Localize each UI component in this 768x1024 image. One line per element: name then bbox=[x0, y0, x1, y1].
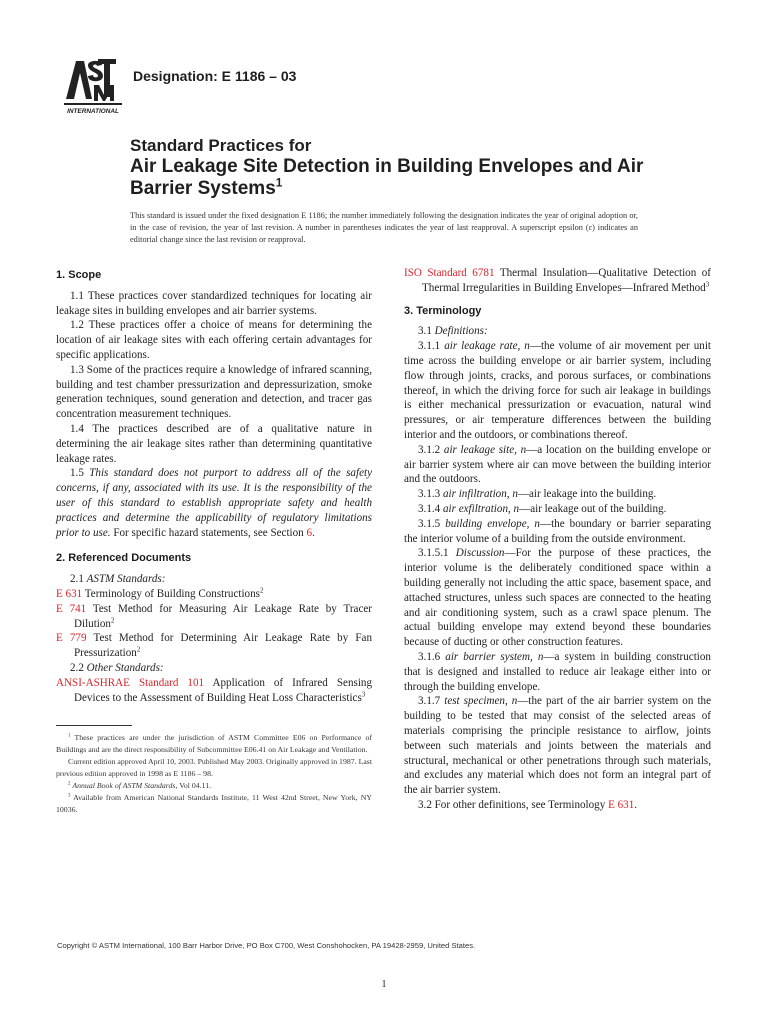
def-air-leakage-rate: —the volume of air movement per unit time across the building envelope or air barrier system, including flow through joints, cracks, and porous surfaces, or combinations thereof, in which the driving force for such air leakage in buildings is either mechanical pressurization or evacuation, natural wind pressures, or air temperature differences between the building interior and the outdoors, or combinations thereof. bbox=[404, 340, 712, 441]
document-title bbox=[130, 156, 690, 200]
designation: Designation: E 1186 – 03 bbox=[133, 68, 297, 84]
other-standards-text: Other Standards: bbox=[86, 661, 164, 674]
iso-link[interactable]: ISO Standard 6781 bbox=[404, 267, 495, 279]
ref-e779 bbox=[56, 631, 372, 661]
para-3-1 bbox=[404, 324, 711, 339]
term-test-specimen: test specimen, n bbox=[444, 695, 518, 708]
para-3-1-5-num: 3.1.5 bbox=[418, 517, 441, 530]
e741-link[interactable]: E 741 bbox=[56, 602, 87, 615]
section-heading-refdocs: 2. Referenced Documents bbox=[56, 552, 192, 565]
ref-e741 bbox=[56, 602, 372, 632]
definitions-label: Definitions: bbox=[434, 325, 488, 338]
iso-fn-ref[interactable]: 3 bbox=[705, 281, 710, 289]
astm-standards-label bbox=[56, 572, 372, 587]
para-3-1-7-num: 3.1.7 bbox=[418, 695, 441, 708]
ansi-fn-ref[interactable]: 3 bbox=[361, 690, 366, 698]
other-standards-label bbox=[56, 661, 372, 676]
ansi-link[interactable]: ANSI-ASHRAE Standard 101 bbox=[56, 676, 205, 689]
def-building-envelope: —the boundary or barrier separating the interior volume of a building from the outside environment. bbox=[404, 517, 711, 545]
ref-e631 bbox=[56, 587, 372, 602]
e779-link[interactable]: E 779 bbox=[56, 632, 87, 645]
para-3-2-text: 3.2 For other definitions, see Terminology bbox=[418, 798, 606, 811]
other-standards-num: 2.2 bbox=[70, 661, 84, 674]
discussion-text: —For the purpose of these practices, the interior volume is the deliberately conditioned space within a building generally not including the attic space, basement space, and attached structures, unless such spaces are connected to the heating and air conditioning system, such as a crawl space plenum. The actual building envelope may extend beyond these boundaries because of ducting or other construction features. bbox=[404, 547, 711, 649]
para-1-1: 1.1 These practices cover standardized techniques for locating air leakage sites in building envelopes and air barrier systems. bbox=[56, 289, 372, 317]
para-1-2: 1.2 These practices offer a choice of means for determining the location of air leakage sites with each offering certain advantages for specific applications. bbox=[56, 319, 372, 361]
para-3-1-2-num: 3.1.2 bbox=[418, 443, 441, 456]
para-1-3: 1.3 Some of the practices require a knowledge of infrared scanning, building and test chamber pressurization and depressurization, smoke generation techniques, sound generation and detection, and tracer gas concentration measurement techniques. bbox=[56, 363, 372, 421]
ref-ansi bbox=[56, 676, 372, 706]
para-3-1-5-1 bbox=[404, 546, 711, 650]
para-3-1-3-num: 3.1.3 bbox=[418, 488, 441, 501]
astm-standards-num: 2.1 bbox=[70, 573, 84, 586]
term-building-envelope: building envelope, n bbox=[445, 517, 540, 530]
safety-caveat: This standard does not purport to address all of the safety concerns, if any, associated with its use. It is the responsibility of the user of this standard to establish appropriate safety and health practices and determine the applicability of regulatory limitations prior to use. bbox=[56, 467, 372, 539]
e779-title: Test Method for Determining Air Leakage Rate by Fan Pressurization bbox=[74, 632, 372, 660]
para-3-1-7 bbox=[404, 694, 711, 798]
footnote-1b: Current edition approved April 10, 2003. Published May 2003. Originally approved in 1987. Last previous edition approved in 1998 as E 1186 – 98. bbox=[56, 757, 372, 779]
page-number: 1 bbox=[381, 978, 387, 990]
para-1-5 bbox=[56, 466, 372, 540]
fn2-tail: , Vol 04.11. bbox=[175, 781, 212, 791]
para-3-1-1-num: 3.1.1 bbox=[418, 340, 441, 353]
e741-fn-ref[interactable]: 2 bbox=[110, 616, 115, 624]
e631-link[interactable]: E 631 bbox=[56, 587, 83, 600]
para-3-2-end: . bbox=[634, 798, 638, 811]
footnote-2 bbox=[56, 780, 372, 792]
e741-title: Test Method for Measuring Air Leakage Rate by Tracer Dilution bbox=[74, 602, 372, 630]
iso-title: Thermal Insulation—Qualitative Detection of Thermal Irregularities in Building Envelopes—Infrared Method bbox=[422, 267, 712, 294]
ansi-title: Application of Infrared Sensing Devices to the Assessment of Building Heat Loss Characteristics bbox=[74, 676, 372, 704]
left-column bbox=[56, 268, 372, 816]
e631-terminology-link[interactable]: E 631 bbox=[608, 798, 635, 811]
para-1-5-tail: For specific hazard statements, see Section bbox=[113, 526, 304, 539]
e631-title: Terminology of Building Constructions bbox=[84, 587, 260, 600]
para-3-1-3 bbox=[404, 487, 711, 502]
para-3-1-5-1-num: 3.1.5.1 bbox=[418, 547, 449, 560]
term-air-barrier-system: air barrier system, n bbox=[445, 650, 544, 663]
fn1-num: 1 bbox=[68, 733, 71, 739]
term-air-exfiltration: air exfiltration, n bbox=[442, 502, 520, 515]
fn3-text: Available from American National Standards Institute, 11 West 42nd Street, New York, NY 10036. bbox=[56, 793, 372, 815]
footnote-3 bbox=[56, 792, 372, 816]
logo-subtext: INTERNATIONAL bbox=[67, 108, 119, 115]
copyright-footer: Copyright © ASTM International, 100 Barr Harbor Drive, PO Box C700, West Conshohocken, PA 19428-2959, United States. bbox=[57, 941, 476, 950]
preamble: This standard is issued under the fixed designation E 1186; the number immediately following the designation indicates the year of original adoption or, in the case of revision, the year of last revision. A number in parentheses indicates the year of last reapproval. A superscript epsilon (ε) indicates an editorial change since the last revision or reapproval. bbox=[130, 211, 638, 244]
para-3-1-6 bbox=[404, 650, 711, 694]
para-3-1-4 bbox=[404, 502, 711, 517]
term-air-leakage-rate: air leakage rate, n bbox=[444, 340, 530, 353]
para-3-1-4-num: 3.1.4 bbox=[418, 502, 441, 515]
footnote-rule bbox=[56, 725, 132, 726]
section-heading-scope: 1. Scope bbox=[56, 269, 102, 281]
fn1-text: These practices are under the jurisdiction of ASTM Committee E06 on Performance of Buildings and are the direct responsibility of Subcommittee E06.41 on Air Leakage and Ventilation. bbox=[56, 733, 372, 755]
astm-standards-text: ASTM Standards: bbox=[86, 573, 166, 586]
footnote-1 bbox=[56, 732, 372, 756]
para-3-1-5 bbox=[404, 517, 711, 547]
title-text: Air Leakage Site Detection in Building Envelopes and Air Barrier Systems bbox=[130, 156, 644, 199]
para-1-5-end: . bbox=[312, 526, 315, 539]
def-air-infiltration: —air leakage into the building. bbox=[517, 488, 657, 501]
para-3-1-1 bbox=[404, 339, 711, 443]
fn2-text: Annual Book of ASTM Standards bbox=[72, 781, 176, 791]
term-air-leakage-site: air leakage site, n bbox=[443, 443, 527, 456]
term-air-infiltration: air infiltration, n bbox=[442, 488, 518, 501]
e631-fn-ref[interactable]: 2 bbox=[259, 587, 264, 595]
section-6-link[interactable]: 6 bbox=[306, 526, 313, 539]
section-heading-terminology: 3. Terminology bbox=[404, 304, 482, 317]
def-test-specimen: —the part of the air barrier system on the building to be tested that may consist of the selected areas of materials comprising the principle resistance to airflow, joints between such materials and joints between the materials and structural, mechanical or other penetrations through such materials, and excludes any material which does not form an integral part of the air barrier system. bbox=[404, 695, 711, 797]
ref-iso bbox=[404, 266, 711, 296]
title-block bbox=[130, 136, 690, 200]
para-1-5-num: 1.5 bbox=[70, 467, 84, 480]
title-footnote-ref[interactable]: 1 bbox=[275, 176, 283, 190]
para-3-1-num: 3.1 bbox=[418, 325, 432, 338]
title-prefix: Standard Practices for bbox=[130, 136, 312, 155]
def-air-barrier-system: —a system in building construction that is designed and installed to reduce air leakage either into or through the building envelope. bbox=[404, 650, 711, 693]
right-column bbox=[404, 266, 711, 813]
def-air-leakage-site: —a location on the building envelope or air barrier system where air can move between the building interior and the outdoors. bbox=[404, 443, 711, 486]
para-1-4: 1.4 The practices described are of a qualitative nature in determining the air leakage sites rather than determining quantitative leakage rates. bbox=[56, 422, 372, 465]
e779-fn-ref[interactable]: 2 bbox=[136, 646, 141, 654]
fn2-num: 2 bbox=[68, 781, 71, 787]
discussion-label: Discussion bbox=[455, 547, 505, 560]
para-3-1-6-num: 3.1.6 bbox=[418, 650, 441, 663]
para-3-2 bbox=[404, 798, 711, 813]
astm-logo bbox=[62, 55, 124, 117]
fn3-num: 3 bbox=[68, 793, 71, 799]
para-3-1-2 bbox=[404, 443, 711, 487]
def-air-exfiltration: —air leakage out of the building. bbox=[519, 502, 667, 515]
